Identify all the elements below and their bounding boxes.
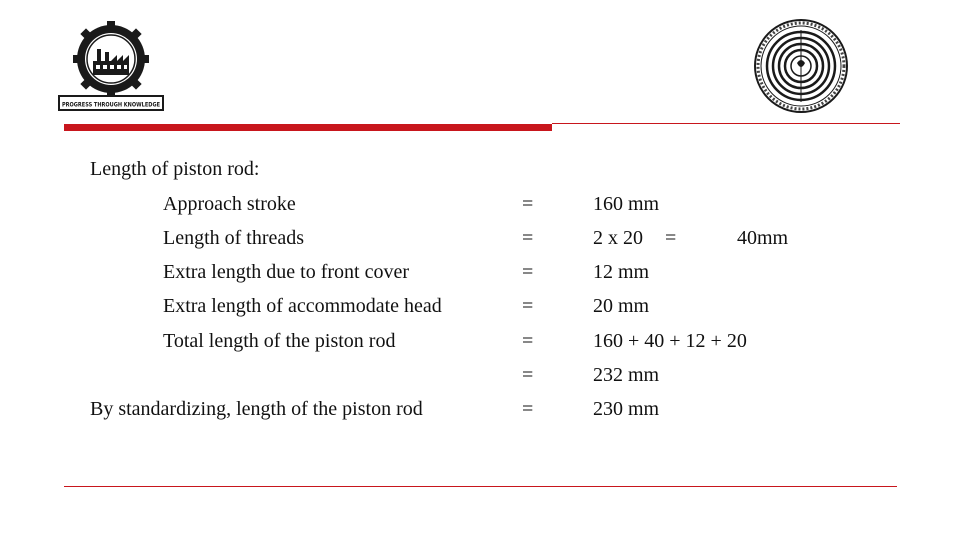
row-label-front-cover: Extra length due to front cover bbox=[163, 261, 410, 283]
row-value: 2 x 20 bbox=[593, 227, 643, 249]
row-label-accommodate-head: Extra length of accommodate head bbox=[163, 295, 442, 317]
final-equals: = bbox=[522, 398, 534, 420]
row-value: 20 mm bbox=[593, 295, 650, 317]
row-extra-value: 40mm bbox=[737, 227, 789, 249]
row-label-length-of-threads: Length of threads bbox=[163, 227, 305, 249]
row-value: 160 + 40 + 12 + 20 bbox=[593, 330, 747, 352]
anna-university-logo bbox=[55, 19, 167, 113]
row-label-total-length: Total length of the piston rod bbox=[163, 330, 396, 352]
row-equals: = bbox=[522, 261, 534, 283]
row-equals: = bbox=[522, 193, 534, 215]
header-divider-line bbox=[552, 123, 900, 124]
row-equals: = bbox=[522, 330, 534, 352]
row-value: 12 mm bbox=[593, 261, 650, 283]
college-seal-logo bbox=[748, 17, 854, 115]
row-extra-equals: = bbox=[665, 227, 677, 249]
footer-divider-line bbox=[64, 486, 897, 487]
row-equals: = bbox=[522, 364, 534, 386]
row-equals: = bbox=[522, 295, 534, 317]
final-label: By standardizing, length of the piston rod bbox=[90, 398, 423, 420]
section-heading: Length of piston rod: bbox=[90, 158, 260, 180]
row-label-approach-stroke: Approach stroke bbox=[163, 193, 296, 215]
row-equals: = bbox=[522, 227, 534, 249]
header-accent-bar bbox=[64, 124, 552, 131]
logo-motto-text: PROGRESS THROUGH KNOWLEDGE bbox=[62, 101, 160, 109]
final-value: 230 mm bbox=[593, 398, 660, 420]
row-value: 160 mm bbox=[593, 193, 660, 215]
row-value: 232 mm bbox=[593, 364, 660, 386]
